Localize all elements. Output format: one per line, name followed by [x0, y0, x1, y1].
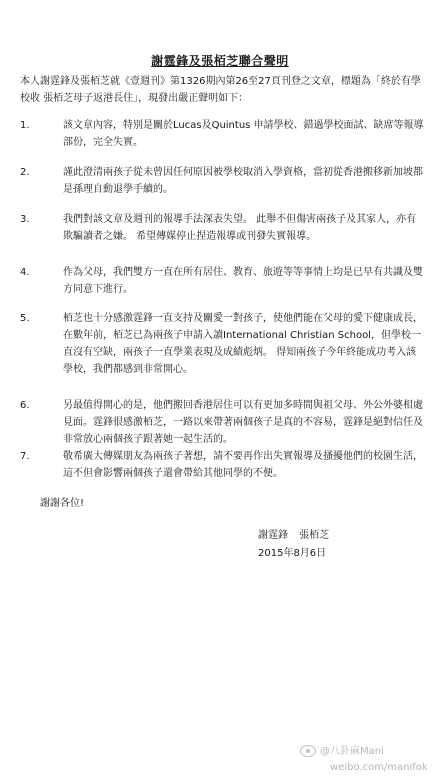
statement-item-2 — [20, 164, 425, 198]
closing-text: 謝謝各位! — [40, 498, 85, 509]
statement-item-6 — [20, 397, 425, 448]
weibo-logo-icon — [300, 745, 316, 757]
item-text: 該文章內容，特別是關於Lucas及Quintus 申請學校、錯過學校面試、缺席等報導部份，完全失實。 — [63, 120, 424, 148]
statement-item-5 — [20, 310, 425, 378]
statement-item-1 — [20, 117, 425, 151]
item-number: 2. — [20, 167, 30, 178]
signatories: 謝霆鋒 張栢芝 — [258, 530, 330, 541]
statement-item-3 — [20, 211, 425, 245]
item-text: 謹此澄清兩孩子從未曾因任何原因被學校取消入學資格，當初從香港搬移新加坡都是孫理自動退學手續的。 — [63, 167, 423, 195]
document-title: 謝霆鋒及張栢芝聯合聲明 — [151, 54, 289, 68]
item-number: 7. — [20, 451, 30, 462]
statement-date: 2015年8月6日 — [258, 548, 327, 559]
statement-item-4 — [20, 264, 425, 298]
item-text: 另最值得開心的是，他們搬回香港居住可以有更加多時間與祖父母、外公外婆相處見面。霆鋒很感激栢芝，一路以來帶著兩個孩子是真的不容易，霆鋒是絕對信任及非常放心兩個孩子跟著她一起生活的。 — [63, 400, 423, 445]
statement-item-7 — [20, 448, 425, 482]
item-number: 4. — [20, 267, 30, 278]
item-text: 作為父母，我們雙方一直在所有居住、教育、旅遊等等事情上均是已早有共識及雙方同意下進行。 — [63, 267, 423, 295]
item-number: 6. — [20, 400, 30, 411]
item-text: 栢芝也十分感激霆鋒一直支持及關愛一對孩子，使他們能在父母的愛下健康成長，在數年前，栢芝已為兩孩子申請入讀International Christian School，但學校一直沒有空缺，兩孩子一直學業表現及成績彪炳。 得知兩孩子今年終能成功考入該學校，我們都感到非常開心。 — [63, 313, 423, 375]
item-text: 我們對該文章及週刊的報導手法深表失望。 此舉不但傷害兩孩子及其家人，亦有欺騙讀者之嫌。 希望傳媒停止捏造報導或刊發失實報導。 — [63, 214, 417, 242]
item-number: 5. — [20, 313, 30, 324]
weibo-watermark — [300, 742, 384, 757]
item-text: 敬希廣大傳媒朋友為兩孩子著想，請不要再作出失實報導及搔擾他們的校園生活，這不但會影響兩個孩子還會帶給其他同學的不便。 — [63, 451, 423, 479]
watermark-url: weibo.com/manifok — [330, 762, 428, 773]
watermark-handle: @八卦麻Mani — [320, 746, 384, 757]
item-number: 3. — [20, 214, 30, 225]
document-intro: 本人謝霆鋒及張栢芝就《壹週刊》第1326期內第26至27頁刊登之文章，標題為「終於有學校收 張栢芝母子返港長住」，現發出嚴正聲明如下： — [20, 76, 421, 104]
item-number: 1. — [20, 120, 30, 131]
